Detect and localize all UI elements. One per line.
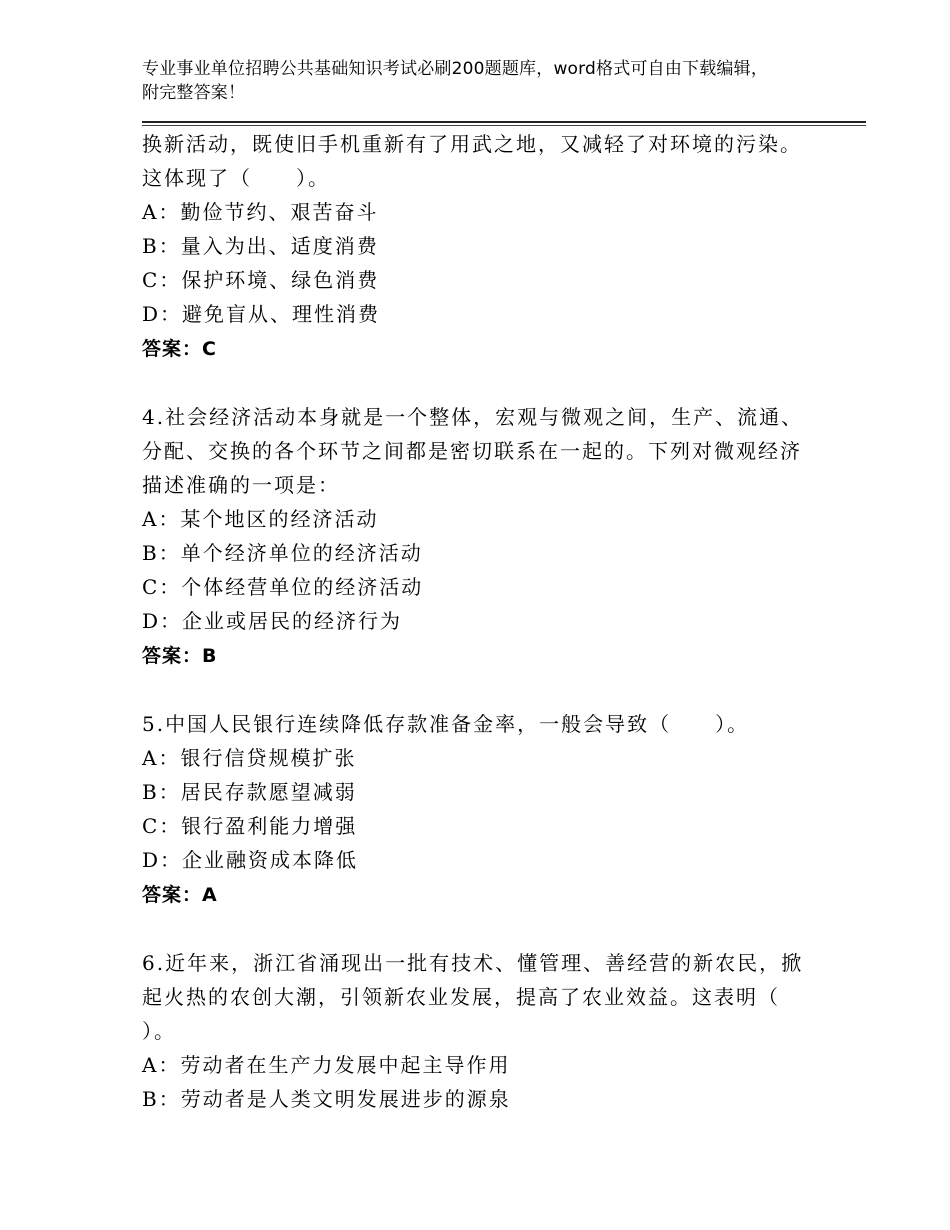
q4-stem-line-1: 4.社会经济活动本身就是一个整体，宏观与微观之间，生产、流通、 <box>142 405 804 429</box>
q3-option-a: A：勤俭节约、艰苦奋斗 <box>142 200 379 224</box>
q3-stem-line-2: 这体现了（ ）。 <box>142 166 330 190</box>
q3-stem-line-1: 换新活动，既使旧手机重新有了用武之地，又减轻了对环境的污染。 <box>142 132 802 156</box>
q4-option-b: B：单个经济单位的经济活动 <box>142 541 423 565</box>
q5-option-c: C：银行盈利能力增强 <box>142 814 358 838</box>
q4-stem-line-2: 分配、交换的各个环节之间都是密切联系在一起的。下列对微观经济 <box>142 439 802 463</box>
q5-answer: 答案：A <box>142 884 218 906</box>
header-divider-thick <box>142 121 866 123</box>
q3-option-c: C：保护环境、绿色消费 <box>142 268 380 292</box>
q6-option-b: B：劳动者是人类文明发展进步的源泉 <box>142 1087 511 1111</box>
q5-option-b: B：居民存款愿望减弱 <box>142 780 357 804</box>
q4-stem-line-3: 描述准确的一项是： <box>142 473 340 497</box>
q4-option-d: D：企业或居民的经济行为 <box>142 609 403 633</box>
q4-option-c: C：个体经营单位的经济活动 <box>142 575 424 599</box>
header-divider <box>142 121 866 126</box>
q6-option-a: A：劳动者在生产力发展中起主导作用 <box>142 1053 511 1077</box>
q3-answer: 答案：C <box>142 338 217 360</box>
q6-stem-line-1: 6.近年来，浙江省涌现出一批有技术、懂管理、善经营的新农民，掀 <box>142 951 804 975</box>
q3-option-d: D：避免盲从、理性消费 <box>142 302 381 326</box>
header-divider-thin <box>142 125 866 126</box>
q6-stem-line-3: ）。 <box>142 1019 176 1043</box>
q5-option-a: A：银行信贷规模扩张 <box>142 746 357 770</box>
q3-option-b: B：量入为出、适度消费 <box>142 234 379 258</box>
q5-option-d: D：企业融资成本降低 <box>142 848 359 872</box>
q4-option-a: A：某个地区的经济活动 <box>142 507 379 531</box>
q4-answer: 答案：B <box>142 645 218 667</box>
document-header: 专业事业单位招聘公共基础知识考试必刷200题题库，word格式可自由下载编辑，附完整答案！ <box>142 59 769 103</box>
q5-stem-line-1: 5.中国人民银行连续降低存款准备金率，一般会导致（ ）。 <box>142 712 750 736</box>
q6-stem-line-2: 起火热的农创大潮，引领新农业发展，提高了农业效益。这表明（ <box>142 985 780 1009</box>
